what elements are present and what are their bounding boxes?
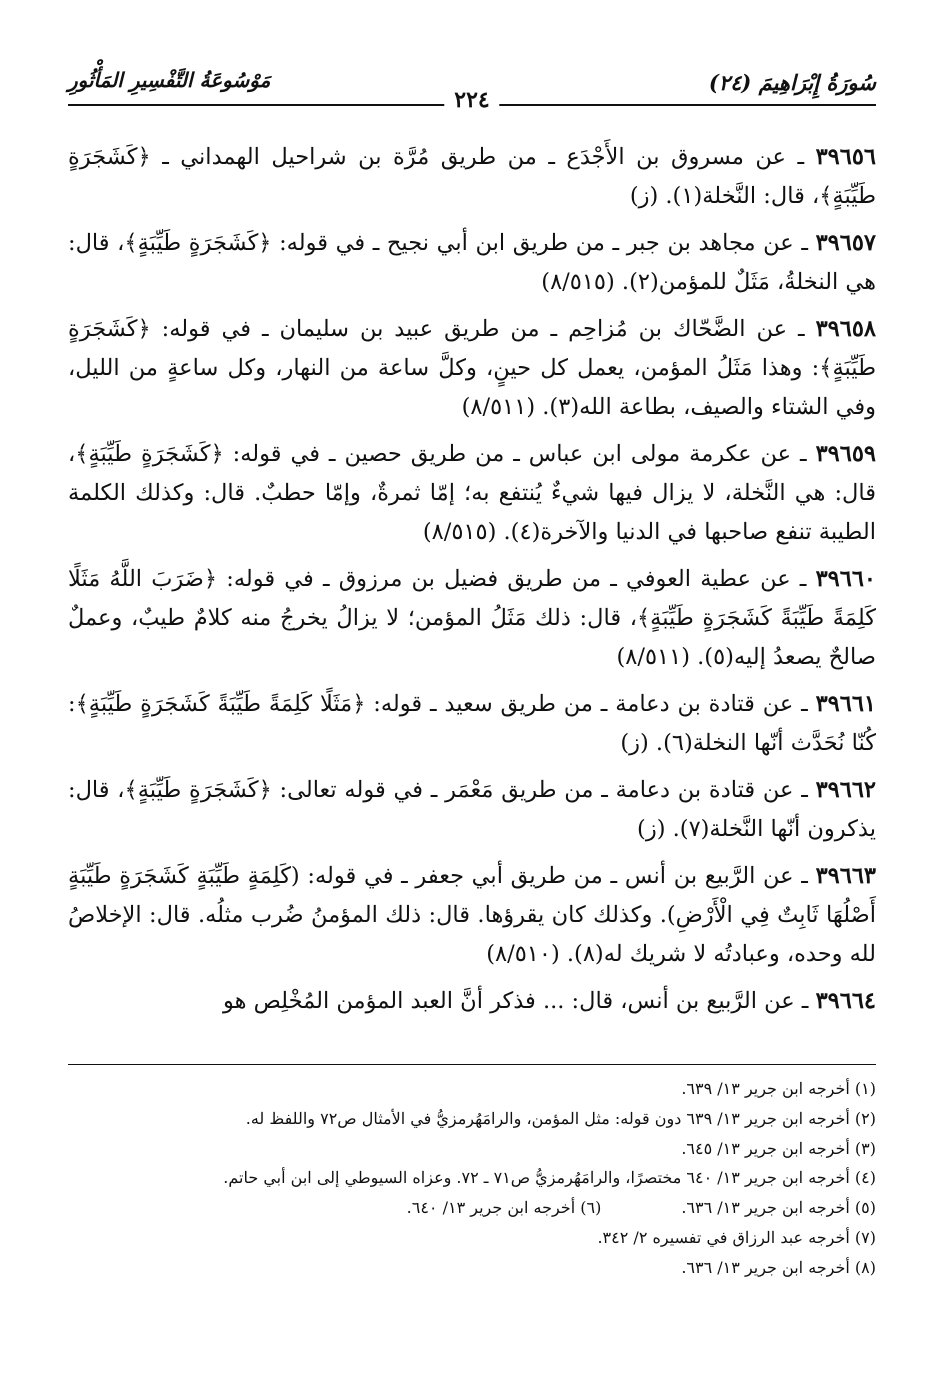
entry-number: ٣٩٦٥٨	[815, 316, 876, 342]
entry-text: ـ عن قتادة بن دعامة ـ من طريق مَعْمَر ـ في قوله تعالى: ﴿كَشَجَرَةٍ طَيِّبَةٍ﴾، قال: يذكرون أنّها النَّخلة(٧). (ز)	[68, 777, 876, 842]
entry-text: ـ عن الرَّبيع بن أنس ـ من طريق أبي جعفر ـ في قوله: (كَلِمَةٍ طَيِّبَةٍ كَشَجَرَةٍ طَيِّبَةٍ أَصْلُهَا ثَابِتٌ فِي الْأَرْضِ). وكذلك كان يقرؤها. قال: ذلك المؤمنُ ضُرب مثلُه. قال: الإخلاصُ لله وحده، وعبادتُه لا شريك له(٨). (٨/٥١٠)	[68, 863, 876, 967]
main-text	[68, 138, 876, 1029]
entry-39663	[68, 857, 876, 974]
entry-number: ٣٩٦٥٧	[815, 230, 876, 256]
entry-text: ـ عن الرَّبيع بن أنس، قال: ... فذكر أنَّ العبد المؤمن المُخْلِص هو	[222, 988, 816, 1014]
entry-number: ٣٩٦٦٤	[815, 988, 876, 1014]
entry-39660	[68, 560, 876, 677]
entry-39657	[68, 224, 876, 302]
entry-text: ـ عن قتادة بن دعامة ـ من طريق سعيد ـ قوله: ﴿مَثَلًا كَلِمَةً طَيِّبَةً كَشَجَرَةٍ طَيِّبَةٍ﴾: كُنّا نُحَدَّث أنّها النخلة(٦). (ز)	[68, 691, 876, 756]
entry-39658	[68, 310, 876, 427]
entry-number: ٣٩٦٥٦	[815, 144, 876, 170]
footnote-3: (٣) أخرجه ابن جرير ١٣/ ٦٤٥.	[681, 1138, 876, 1158]
footnote-1: (١) أخرجه ابن جرير ١٣/ ٦٣٩.	[681, 1079, 876, 1098]
entry-39659	[68, 435, 876, 552]
entry-text: ـ عن مسروق بن الأَجْدَع ـ من طريق مُرَّة بن شراحيل الهمداني ـ ﴿كَشَجَرَةٍ طَيِّبَةٍ﴾، قال: النَّخلة(١). (ز)	[68, 144, 876, 209]
footnote-6: (٦) أخرجه ابن جرير ١٣/ ٦٤٠.	[406, 1198, 602, 1218]
footnote-2: (٢) أخرجه ابن جرير ١٣/ ٦٣٩ دون قوله: مثل المؤمن، والرامَهُرمزيُّ في الأمثال ص٧٢ واللفظ له.	[245, 1108, 876, 1128]
entry-text: ـ عن الضَّحّاك بن مُزاحِم ـ من طريق عبيد بن سليمان ـ في قوله: ﴿كَشَجَرَةٍ طَيِّبَةٍ﴾: وهذا مَثَلُ المؤمن، يعمل كل حينٍ، وكلَّ ساعة من النهار، وكل ساعةٍ من الليل، وفي الشتاء والصيف، بطاعة الله(٣). (٨/٥١١)	[68, 316, 876, 420]
footnote-4: (٤) أخرجه ابن جرير ١٣/ ٦٤٠ مختصرًا، والرامَهُرمزيُّ ص٧١ ـ ٧٢. وعزاه السيوطي إلى ابن أبي حاتم.	[223, 1168, 876, 1188]
entry-number: ٣٩٦٦٣	[815, 863, 876, 889]
entry-number: ٣٩٦٦٠	[815, 566, 876, 592]
entry-39656	[68, 138, 876, 216]
entry-number: ٣٩٦٥٩	[815, 441, 876, 467]
footnote-8: (٨) أخرجه ابن جرير ١٣/ ٦٣٦.	[681, 1257, 876, 1277]
footnote-row-5-6	[68, 1193, 876, 1223]
entry-number: ٣٩٦٦١	[815, 691, 876, 717]
footnote-separator	[68, 1064, 876, 1065]
entry-39662	[68, 771, 876, 849]
entry-number: ٣٩٦٦٢	[815, 777, 876, 803]
footnote-5: (٥) أخرجه ابن جرير ١٣/ ٦٣٦.	[681, 1198, 876, 1218]
footnotes	[68, 1074, 876, 1283]
footnote-7: (٧) أخرجه عبد الرزاق في تفسيره ٢/ ٣٤٢.	[597, 1227, 876, 1247]
entry-39661	[68, 685, 876, 763]
entry-text: ـ عن مجاهد بن جبر ـ من طريق ابن أبي نجيح ـ في قوله: ﴿كَشَجَرَةٍ طَيِّبَةٍ﴾، قال: هي النخلةُ، مَثَلٌ للمؤمن(٢). (٨/٥١٥)	[68, 230, 876, 295]
surah-title: سُورَةُ إِبْرَاهِيمَ (٢٤)	[708, 70, 876, 95]
book-title: مَوْسُوعَةُ التَّفْسِيرِ المَأْثُورِ	[68, 68, 271, 92]
page-number: ٢٢٤	[444, 87, 499, 113]
entry-text: ـ عن عكرمة مولى ابن عباس ـ من طريق حصين ـ في قوله: ﴿كَشَجَرَةٍ طَيِّبَةٍ﴾، قال: هي النَّخلة، لا يزال فيها شيءٌ يُنتفع به؛ إمّا ثمرةٌ، وإمّا حطبٌ. قال: وكذلك الكلمة الطيبة تنفع صاحبها في الدنيا والآخرة(٤). (٨/٥١٥)	[68, 441, 876, 545]
entry-text: ـ عن عطية العوفي ـ من طريق فضيل بن مرزوق ـ في قوله: ﴿ضَرَبَ اللَّهُ مَثَلًا كَلِمَةً طَيِّبَةً كَشَجَرَةٍ طَيِّبَةٍ﴾، قال: ذلك مَثَلُ المؤمن؛ لا يزالُ يخرجُ منه كلامٌ طيبٌ، وعملٌ صالحٌ يصعدُ إليه(٥). (٨/٥١١)	[68, 566, 876, 670]
entry-39664	[68, 982, 876, 1021]
